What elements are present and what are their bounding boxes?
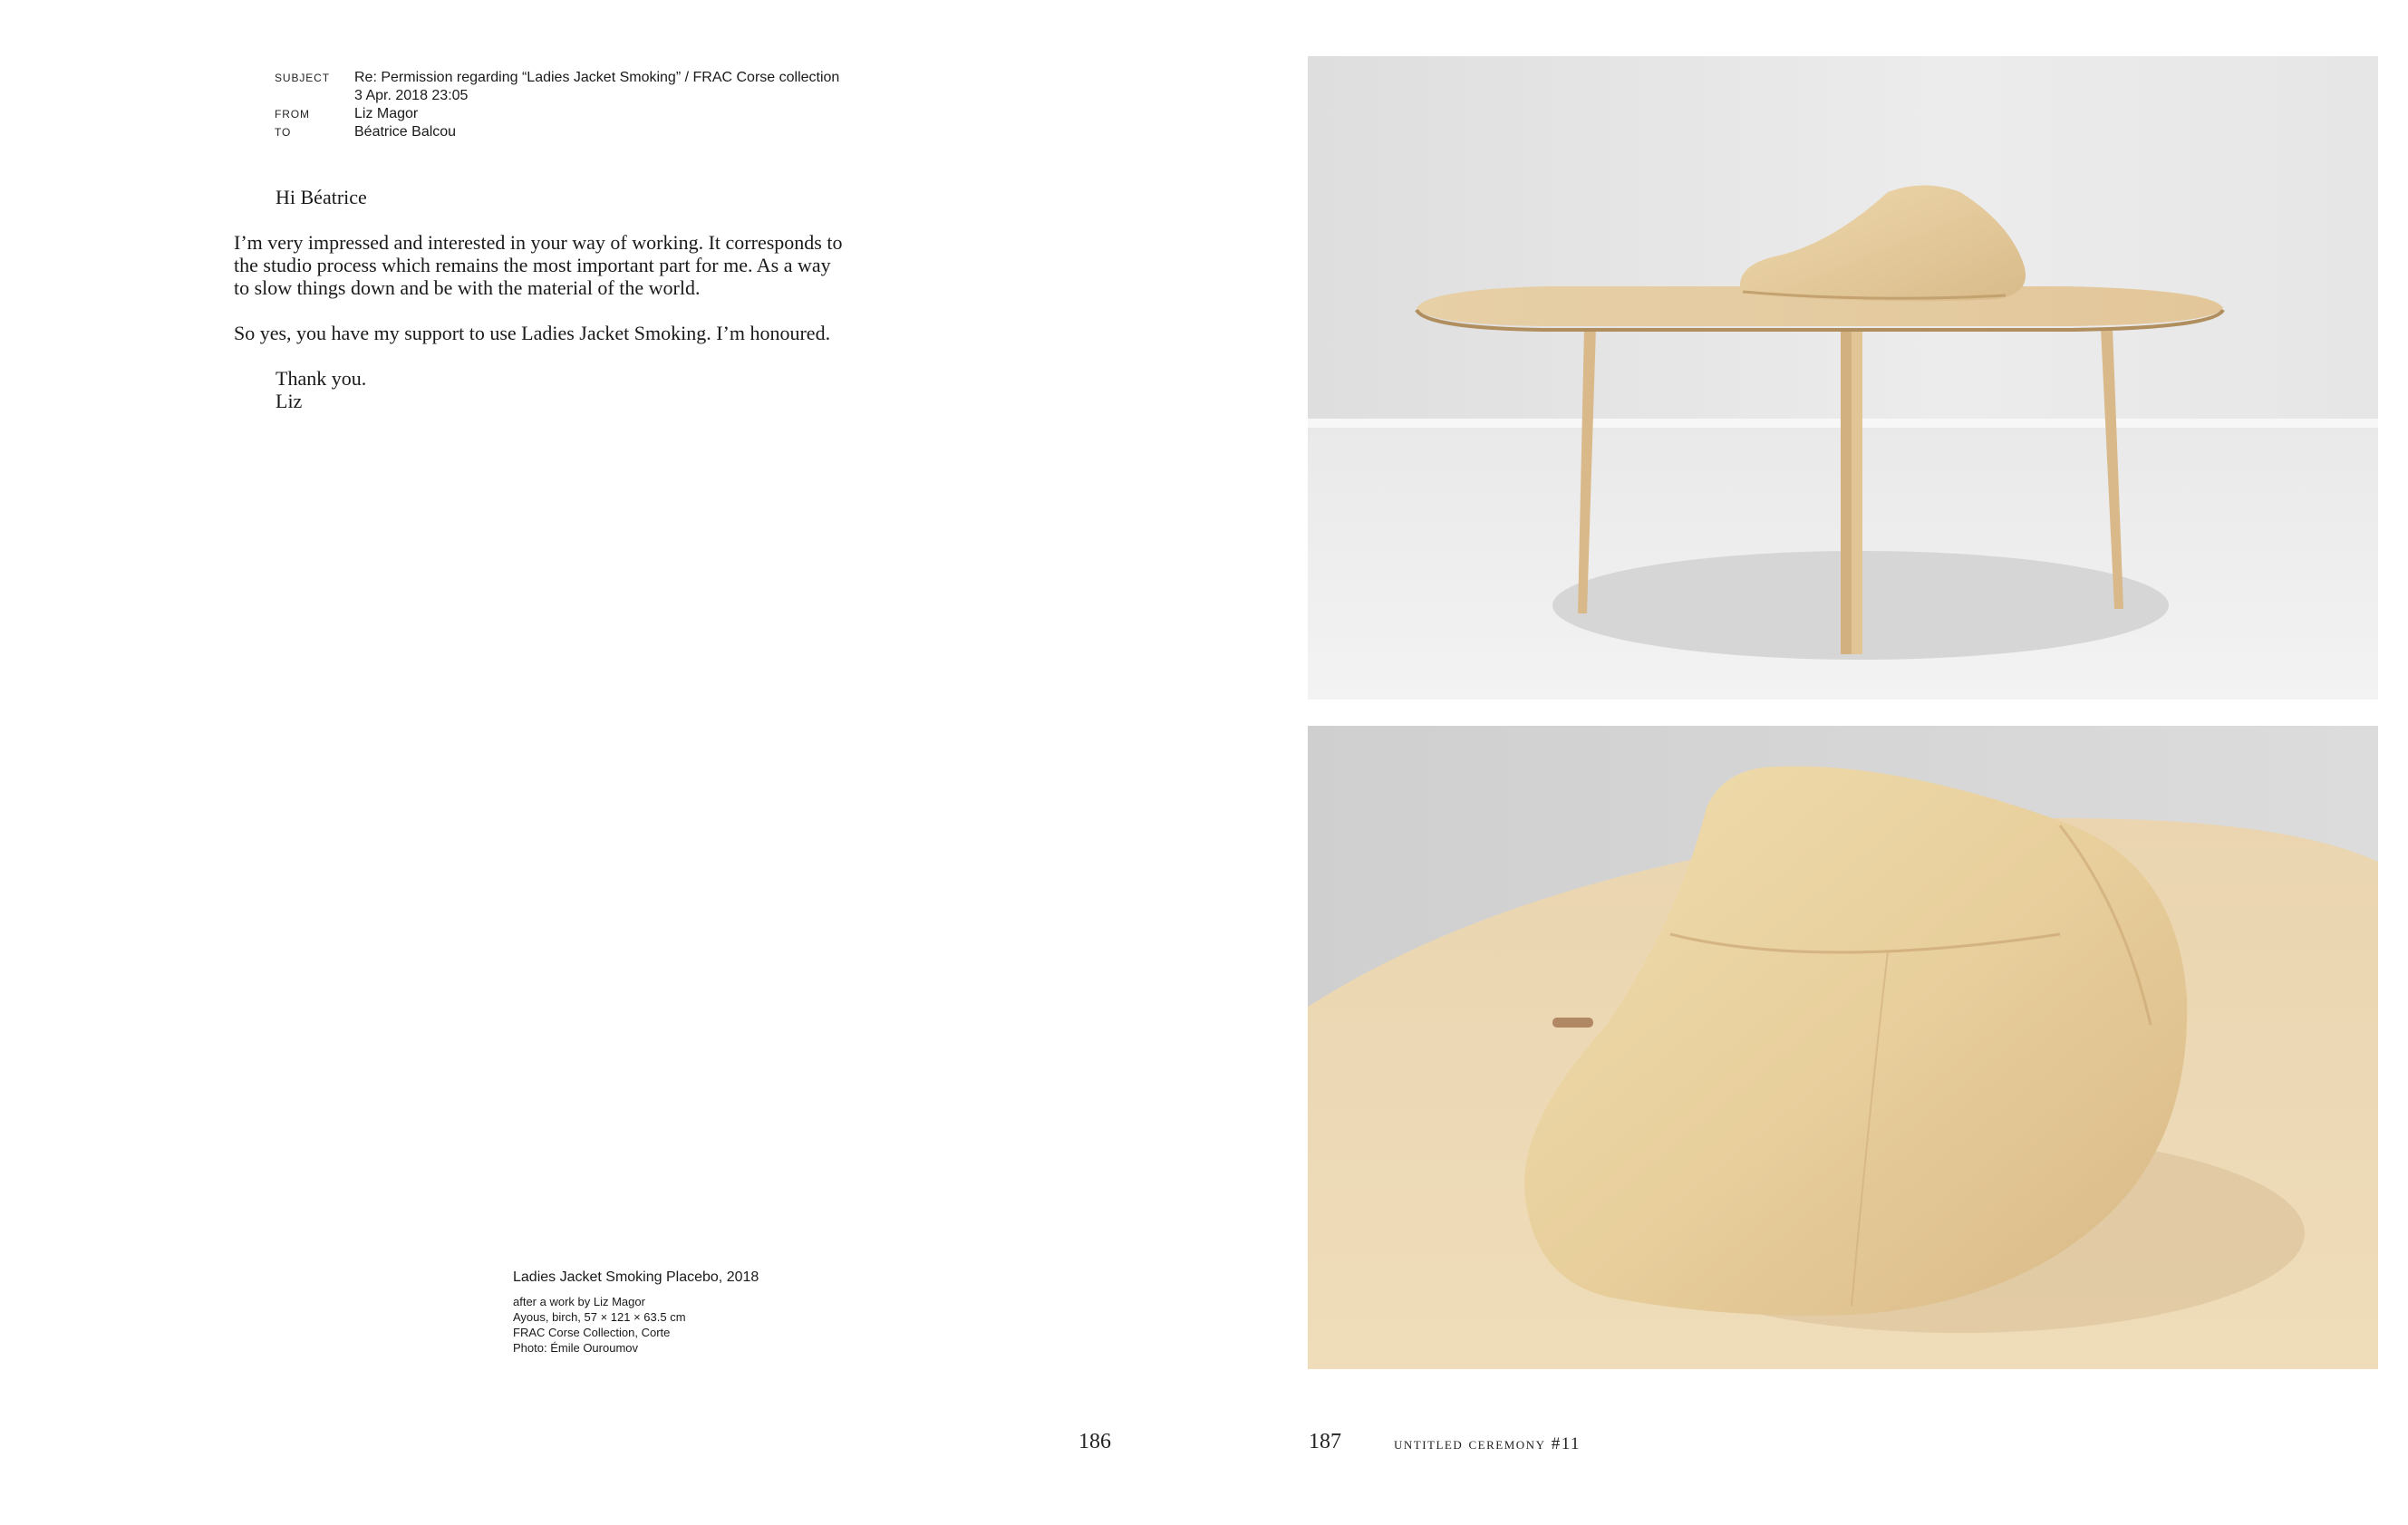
from-label: FROM: [275, 108, 310, 121]
greeting: Hi Béatrice: [276, 186, 367, 208]
subject-label: SUBJECT: [275, 72, 330, 84]
from-row: [275, 106, 963, 124]
caption-line: Photo: Émile Ouroumov: [513, 1341, 639, 1355]
to-label: TO: [275, 126, 292, 139]
page-number-right: 187: [1309, 1430, 1341, 1453]
caption-line: Ayous, birch, 57 × 121 × 63.5 cm: [513, 1310, 686, 1324]
email-header: [275, 70, 963, 142]
signature: Liz: [276, 390, 303, 412]
paragraph-1-line-1: I’m very impressed and interested in your way of working. It corresponds to: [234, 231, 843, 254]
paragraph-1-line-2: the studio process which remains the most important part for me. As a way: [234, 254, 831, 276]
to-row: [275, 124, 963, 142]
paragraph-2: So yes, you have my support to use Ladies Jacket Smoking. I’m honoured.: [234, 322, 831, 344]
caption-line: after a work by Liz Magor: [513, 1295, 645, 1308]
page-number-left: 186: [1078, 1430, 1111, 1453]
photo-table-sculpture: [1308, 56, 2378, 700]
date-row: [275, 88, 963, 106]
closing: Thank you.: [276, 367, 367, 390]
letter-body: [234, 186, 923, 412]
paragraph-1-line-3: to slow things down and be with the material of the world.: [234, 276, 701, 299]
caption-title: Ladies Jacket Smoking Placebo, 2018: [513, 1269, 759, 1285]
photo-sculpture-closeup: [1308, 726, 2378, 1369]
date-value: 3 Apr. 2018 23:05: [354, 88, 469, 103]
running-head: untitled ceremony #11: [1394, 1434, 1581, 1453]
subject-value: Re: Permission regarding “Ladies Jacket Smoking” / FRAC Corse collection: [354, 70, 840, 85]
caption-line: FRAC Corse Collection, Corte: [513, 1326, 671, 1339]
artwork-caption: [513, 1269, 984, 1356]
subject-row: [275, 70, 963, 88]
to-value: Béatrice Balcou: [354, 124, 457, 140]
from-value: Liz Magor: [354, 106, 419, 121]
